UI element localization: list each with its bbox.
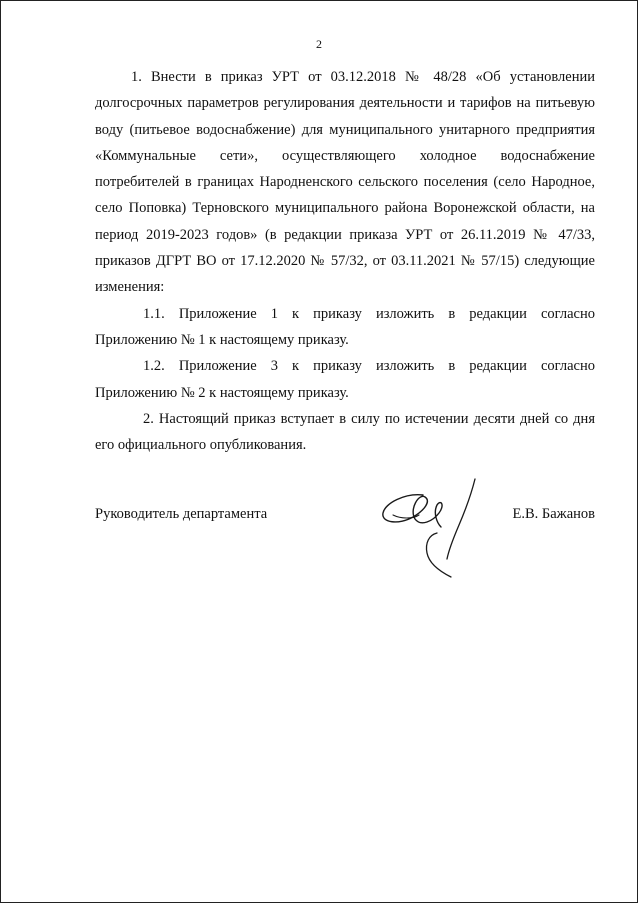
signatory-position: Руководитель департамента [95,506,268,522]
page-number: 2 [316,37,322,51]
handwritten-signature [379,475,489,585]
paragraph-2: 2. Настоящий приказ вступает в силу по истечении десяти дней со дня его официального опубликования. [95,410,595,454]
document-body [95,64,595,458]
paragraph-1-2: 1.2. Приложение 3 к приказу изложить в редакции согласно Приложению № 2 к настоящему приказу. [95,358,595,401]
signatory-name: Е.В. Бажанов [512,506,595,522]
paragraph-1: 1. Внести в приказ УРТ от 03.12.2018 № 48/28 «Об установлении долгосрочных параметров регулирования деятельности и тарифов на питьевую воду (питьевое водоснабжение) для муниципального унитарного предприятия «Коммунальные сети», осуществляющего холодное водоснабжение потребителей в границах Народненского сельского поселения (село Народное, село Поповка) Терновского муниципального района Воронежской области, на период 2019-2023 годов» (в редакции приказа УРТ от 26.11.2019 № 47/33, приказов ДГРТ ВО от 17.12.2020 № 57/32, от 03.11.2021 № 57/15) следующие изменения: [95,69,595,296]
paragraph-1-1: 1.1. Приложение 1 к приказу изложить в редакции согласно Приложению № 1 к настоящему приказу. [95,305,595,348]
